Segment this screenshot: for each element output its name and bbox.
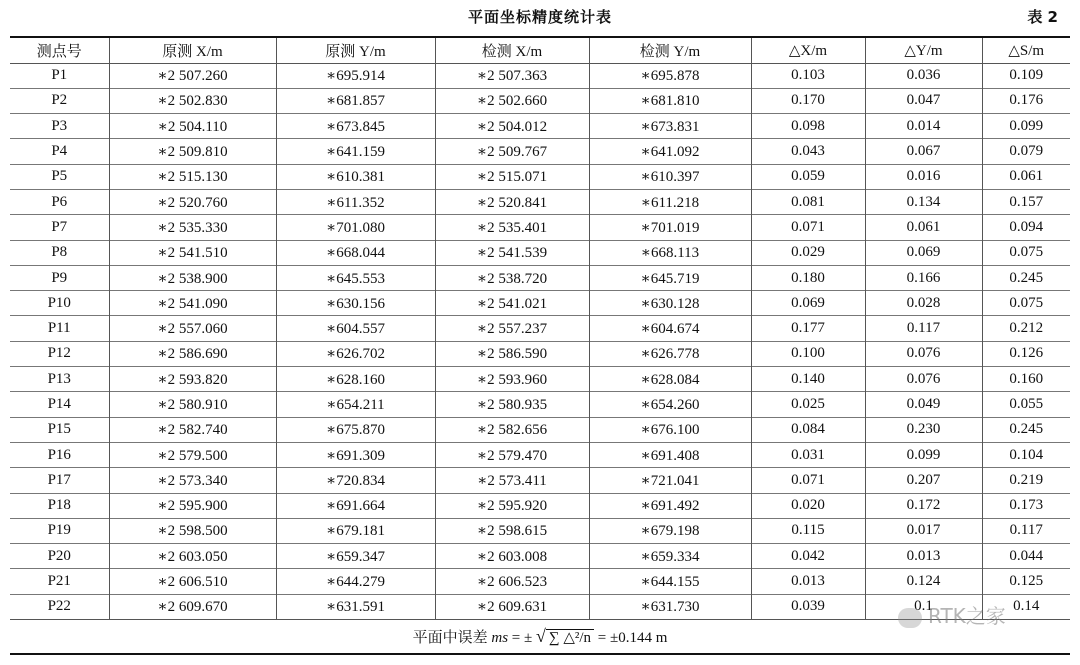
cell-delta-x: 0.031: [751, 442, 865, 467]
cell-delta-s: 0.079: [982, 139, 1070, 164]
header-delta-y: △Y/m: [865, 37, 982, 63]
cell-orig-x: ∗2 603.050: [109, 544, 276, 569]
cell-check-x: ∗2 541.021: [435, 291, 589, 316]
cell-check-y: ∗721.041: [589, 468, 751, 493]
cell-orig-y: ∗631.591: [276, 594, 435, 619]
cell-orig-y: ∗626.702: [276, 341, 435, 366]
table-row: [10, 493, 1070, 518]
cell-delta-x: 0.071: [751, 215, 865, 240]
table-row: [10, 468, 1070, 493]
cell-orig-y: ∗691.309: [276, 442, 435, 467]
cell-delta-x: 0.043: [751, 139, 865, 164]
cell-delta-y: 0.076: [865, 367, 982, 392]
cell-check-x: ∗2 582.656: [435, 417, 589, 442]
cell-delta-s: 0.245: [982, 417, 1070, 442]
cell-check-y: ∗630.128: [589, 291, 751, 316]
cell-delta-x: 0.098: [751, 114, 865, 139]
cell-point-id: P7: [10, 215, 109, 240]
watermark-text: RTK之家: [928, 604, 1006, 628]
header-delta-x: △X/m: [751, 37, 865, 63]
cell-check-y: ∗681.810: [589, 88, 751, 113]
cell-point-id: P17: [10, 468, 109, 493]
table-row: [10, 367, 1070, 392]
cell-delta-y: 0.207: [865, 468, 982, 493]
cell-delta-s: 0.245: [982, 265, 1070, 290]
cell-check-x: ∗2 541.539: [435, 240, 589, 265]
cell-check-y: ∗673.831: [589, 114, 751, 139]
cell-point-id: P8: [10, 240, 109, 265]
cell-delta-y: 0.134: [865, 189, 982, 214]
cell-point-id: P14: [10, 392, 109, 417]
cell-orig-y: ∗695.914: [276, 63, 435, 88]
header-point-id: 测点号: [10, 37, 109, 63]
cell-delta-x: 0.020: [751, 493, 865, 518]
cell-delta-x: 0.069: [751, 291, 865, 316]
footer-sqrt-content: ∑ △²/n: [546, 629, 594, 646]
sqrt-icon: √: [535, 626, 546, 647]
cell-delta-y: 0.124: [865, 569, 982, 594]
footer-cell: [10, 620, 1070, 655]
cell-delta-x: 0.059: [751, 164, 865, 189]
cell-point-id: P16: [10, 442, 109, 467]
cell-check-x: ∗2 509.767: [435, 139, 589, 164]
rms-error-formula: [412, 626, 668, 647]
cell-delta-x: 0.013: [751, 569, 865, 594]
cell-delta-x: 0.100: [751, 341, 865, 366]
cell-delta-s: 0.061: [982, 164, 1070, 189]
cell-check-x: ∗2 586.590: [435, 341, 589, 366]
cell-point-id: P10: [10, 291, 109, 316]
cell-orig-y: ∗628.160: [276, 367, 435, 392]
cell-delta-s: 0.099: [982, 114, 1070, 139]
cell-delta-s: 0.219: [982, 468, 1070, 493]
cell-check-x: ∗2 520.841: [435, 189, 589, 214]
cell-orig-y: ∗604.557: [276, 316, 435, 341]
cell-orig-x: ∗2 609.670: [109, 594, 276, 619]
cell-delta-x: 0.029: [751, 240, 865, 265]
cell-point-id: P2: [10, 88, 109, 113]
cell-point-id: P15: [10, 417, 109, 442]
table-title: 平面坐标精度统计表: [467, 8, 612, 26]
table-row: [10, 63, 1070, 88]
cell-check-y: ∗676.100: [589, 417, 751, 442]
cell-orig-x: ∗2 595.900: [109, 493, 276, 518]
cell-check-x: ∗2 535.401: [435, 215, 589, 240]
header-orig-x: 原测 X/m: [109, 37, 276, 63]
cell-delta-s: 0.109: [982, 63, 1070, 88]
cell-check-x: ∗2 502.660: [435, 88, 589, 113]
cell-delta-s: 0.157: [982, 189, 1070, 214]
cell-check-x: ∗2 603.008: [435, 544, 589, 569]
cell-orig-y: ∗668.044: [276, 240, 435, 265]
cell-delta-x: 0.071: [751, 468, 865, 493]
table-row: [10, 392, 1070, 417]
cell-point-id: P18: [10, 493, 109, 518]
cell-point-id: P4: [10, 139, 109, 164]
cell-orig-x: ∗2 586.690: [109, 341, 276, 366]
cell-delta-y: 0.017: [865, 518, 982, 543]
cell-orig-x: ∗2 538.900: [109, 265, 276, 290]
cell-delta-x: 0.177: [751, 316, 865, 341]
cell-check-y: ∗701.019: [589, 215, 751, 240]
cell-check-y: ∗645.719: [589, 265, 751, 290]
cell-point-id: P3: [10, 114, 109, 139]
cell-orig-x: ∗2 557.060: [109, 316, 276, 341]
cell-delta-y: 0.049: [865, 392, 982, 417]
cell-point-id: P1: [10, 63, 109, 88]
cell-orig-y: ∗701.080: [276, 215, 435, 240]
footer-eq1: = ±: [508, 630, 536, 647]
table-row: [10, 139, 1070, 164]
cell-delta-s: 0.176: [982, 88, 1070, 113]
table-row: [10, 291, 1070, 316]
cell-point-id: P12: [10, 341, 109, 366]
cell-point-id: P9: [10, 265, 109, 290]
cell-delta-y: 0.166: [865, 265, 982, 290]
cell-check-x: ∗2 598.615: [435, 518, 589, 543]
cell-check-y: ∗695.878: [589, 63, 751, 88]
cell-orig-x: ∗2 541.510: [109, 240, 276, 265]
cell-check-x: ∗2 515.071: [435, 164, 589, 189]
table-row: [10, 341, 1070, 366]
cell-delta-s: 0.094: [982, 215, 1070, 240]
cell-check-x: ∗2 579.470: [435, 442, 589, 467]
cell-delta-s: 0.055: [982, 392, 1070, 417]
cell-delta-x: 0.025: [751, 392, 865, 417]
cell-check-y: ∗659.334: [589, 544, 751, 569]
cell-orig-y: ∗644.279: [276, 569, 435, 594]
cell-delta-y: 0.028: [865, 291, 982, 316]
cell-delta-y: 0.230: [865, 417, 982, 442]
cell-check-y: ∗668.113: [589, 240, 751, 265]
cell-check-y: ∗626.778: [589, 341, 751, 366]
cell-check-y: ∗691.492: [589, 493, 751, 518]
cell-check-x: ∗2 580.935: [435, 392, 589, 417]
cell-orig-x: ∗2 507.260: [109, 63, 276, 88]
cell-check-x: ∗2 595.920: [435, 493, 589, 518]
cell-orig-x: ∗2 515.130: [109, 164, 276, 189]
cell-check-y: ∗631.730: [589, 594, 751, 619]
cell-check-y: ∗654.260: [589, 392, 751, 417]
cell-delta-s: 0.126: [982, 341, 1070, 366]
cell-orig-y: ∗641.159: [276, 139, 435, 164]
cell-orig-y: ∗679.181: [276, 518, 435, 543]
cell-delta-x: 0.115: [751, 518, 865, 543]
cell-check-y: ∗641.092: [589, 139, 751, 164]
table-row: [10, 240, 1070, 265]
header-orig-y: 原测 Y/m: [276, 37, 435, 63]
cell-delta-y: 0.013: [865, 544, 982, 569]
footer-label: 平面中误差: [412, 628, 488, 647]
header-delta-s: △S/m: [982, 37, 1070, 63]
header-check-x: 检测 X/m: [435, 37, 589, 63]
cell-check-y: ∗628.084: [589, 367, 751, 392]
cell-point-id: P6: [10, 189, 109, 214]
cell-orig-y: ∗691.664: [276, 493, 435, 518]
cell-delta-s: 0.044: [982, 544, 1070, 569]
cell-check-y: ∗679.198: [589, 518, 751, 543]
cell-orig-y: ∗654.211: [276, 392, 435, 417]
cell-check-x: ∗2 593.960: [435, 367, 589, 392]
cell-delta-y: 0.047: [865, 88, 982, 113]
table-row: [10, 544, 1070, 569]
table-row: [10, 569, 1070, 594]
cell-delta-y: 0.067: [865, 139, 982, 164]
cell-orig-x: ∗2 593.820: [109, 367, 276, 392]
cell-point-id: P22: [10, 594, 109, 619]
cell-orig-x: ∗2 541.090: [109, 291, 276, 316]
cell-orig-y: ∗645.553: [276, 265, 435, 290]
table-row: [10, 164, 1070, 189]
header-check-y: 检测 Y/m: [589, 37, 751, 63]
cell-orig-x: ∗2 509.810: [109, 139, 276, 164]
cell-delta-x: 0.042: [751, 544, 865, 569]
cell-delta-y: 0.014: [865, 114, 982, 139]
table-row: [10, 316, 1070, 341]
cell-check-y: ∗604.674: [589, 316, 751, 341]
cell-delta-y: 0.061: [865, 215, 982, 240]
cell-delta-y: 0.016: [865, 164, 982, 189]
cell-orig-x: ∗2 598.500: [109, 518, 276, 543]
cell-check-x: ∗2 504.012: [435, 114, 589, 139]
table-row: [10, 215, 1070, 240]
table-body: [10, 63, 1070, 620]
table-number: 表 2: [1027, 8, 1058, 26]
cell-orig-x: ∗2 606.510: [109, 569, 276, 594]
cell-delta-x: 0.140: [751, 367, 865, 392]
cell-delta-x: 0.081: [751, 189, 865, 214]
cell-orig-x: ∗2 580.910: [109, 392, 276, 417]
cell-orig-y: ∗659.347: [276, 544, 435, 569]
cell-delta-s: 0.212: [982, 316, 1070, 341]
table-row: [10, 114, 1070, 139]
cell-delta-x: 0.103: [751, 63, 865, 88]
cell-delta-y: 0.099: [865, 442, 982, 467]
cell-point-id: P11: [10, 316, 109, 341]
cell-check-x: ∗2 573.411: [435, 468, 589, 493]
cell-orig-x: ∗2 579.500: [109, 442, 276, 467]
cell-delta-s: 0.104: [982, 442, 1070, 467]
table-row: [10, 518, 1070, 543]
cell-check-x: ∗2 538.720: [435, 265, 589, 290]
cell-orig-x: ∗2 573.340: [109, 468, 276, 493]
cell-delta-s: 0.075: [982, 291, 1070, 316]
cell-orig-x: ∗2 582.740: [109, 417, 276, 442]
cell-orig-x: ∗2 535.330: [109, 215, 276, 240]
cell-check-y: ∗691.408: [589, 442, 751, 467]
footer-variable: ms: [491, 630, 509, 647]
cell-check-y: ∗610.397: [589, 164, 751, 189]
cell-orig-y: ∗630.156: [276, 291, 435, 316]
accuracy-table: [10, 36, 1070, 655]
cell-delta-y: 0.172: [865, 493, 982, 518]
cell-orig-y: ∗720.834: [276, 468, 435, 493]
table-row: [10, 189, 1070, 214]
table-row: [10, 442, 1070, 467]
cell-check-y: ∗644.155: [589, 569, 751, 594]
cell-delta-y: 0.1: [865, 594, 982, 619]
cell-delta-y: 0.069: [865, 240, 982, 265]
cell-point-id: P19: [10, 518, 109, 543]
cell-point-id: P21: [10, 569, 109, 594]
cell-delta-s: 0.125: [982, 569, 1070, 594]
cell-orig-x: ∗2 504.110: [109, 114, 276, 139]
cell-orig-y: ∗611.352: [276, 189, 435, 214]
cell-check-y: ∗611.218: [589, 189, 751, 214]
table-row: [10, 88, 1070, 113]
cell-check-x: ∗2 609.631: [435, 594, 589, 619]
table-footer-row: [10, 620, 1070, 655]
cell-delta-y: 0.036: [865, 63, 982, 88]
cell-check-x: ∗2 557.237: [435, 316, 589, 341]
cell-point-id: P13: [10, 367, 109, 392]
cell-check-x: ∗2 606.523: [435, 569, 589, 594]
cell-delta-s: 0.160: [982, 367, 1070, 392]
table-row: [10, 265, 1070, 290]
cell-orig-x: ∗2 502.830: [109, 88, 276, 113]
table-row: [10, 594, 1070, 619]
table-header-row: [10, 37, 1070, 63]
cell-delta-x: 0.180: [751, 265, 865, 290]
cell-delta-s: 0.14: [982, 594, 1070, 619]
cell-orig-y: ∗610.381: [276, 164, 435, 189]
cell-orig-y: ∗681.857: [276, 88, 435, 113]
cell-orig-y: ∗675.870: [276, 417, 435, 442]
table-row: [10, 417, 1070, 442]
cell-orig-x: ∗2 520.760: [109, 189, 276, 214]
cell-delta-x: 0.084: [751, 417, 865, 442]
cell-delta-x: 0.039: [751, 594, 865, 619]
cell-delta-s: 0.075: [982, 240, 1070, 265]
cell-delta-s: 0.173: [982, 493, 1070, 518]
footer-eq2: = ±0.144 m: [594, 630, 668, 647]
cell-point-id: P20: [10, 544, 109, 569]
cell-delta-x: 0.170: [751, 88, 865, 113]
cell-point-id: P5: [10, 164, 109, 189]
cell-check-x: ∗2 507.363: [435, 63, 589, 88]
cell-delta-y: 0.076: [865, 341, 982, 366]
cell-delta-y: 0.117: [865, 316, 982, 341]
cell-delta-s: 0.117: [982, 518, 1070, 543]
cell-orig-y: ∗673.845: [276, 114, 435, 139]
